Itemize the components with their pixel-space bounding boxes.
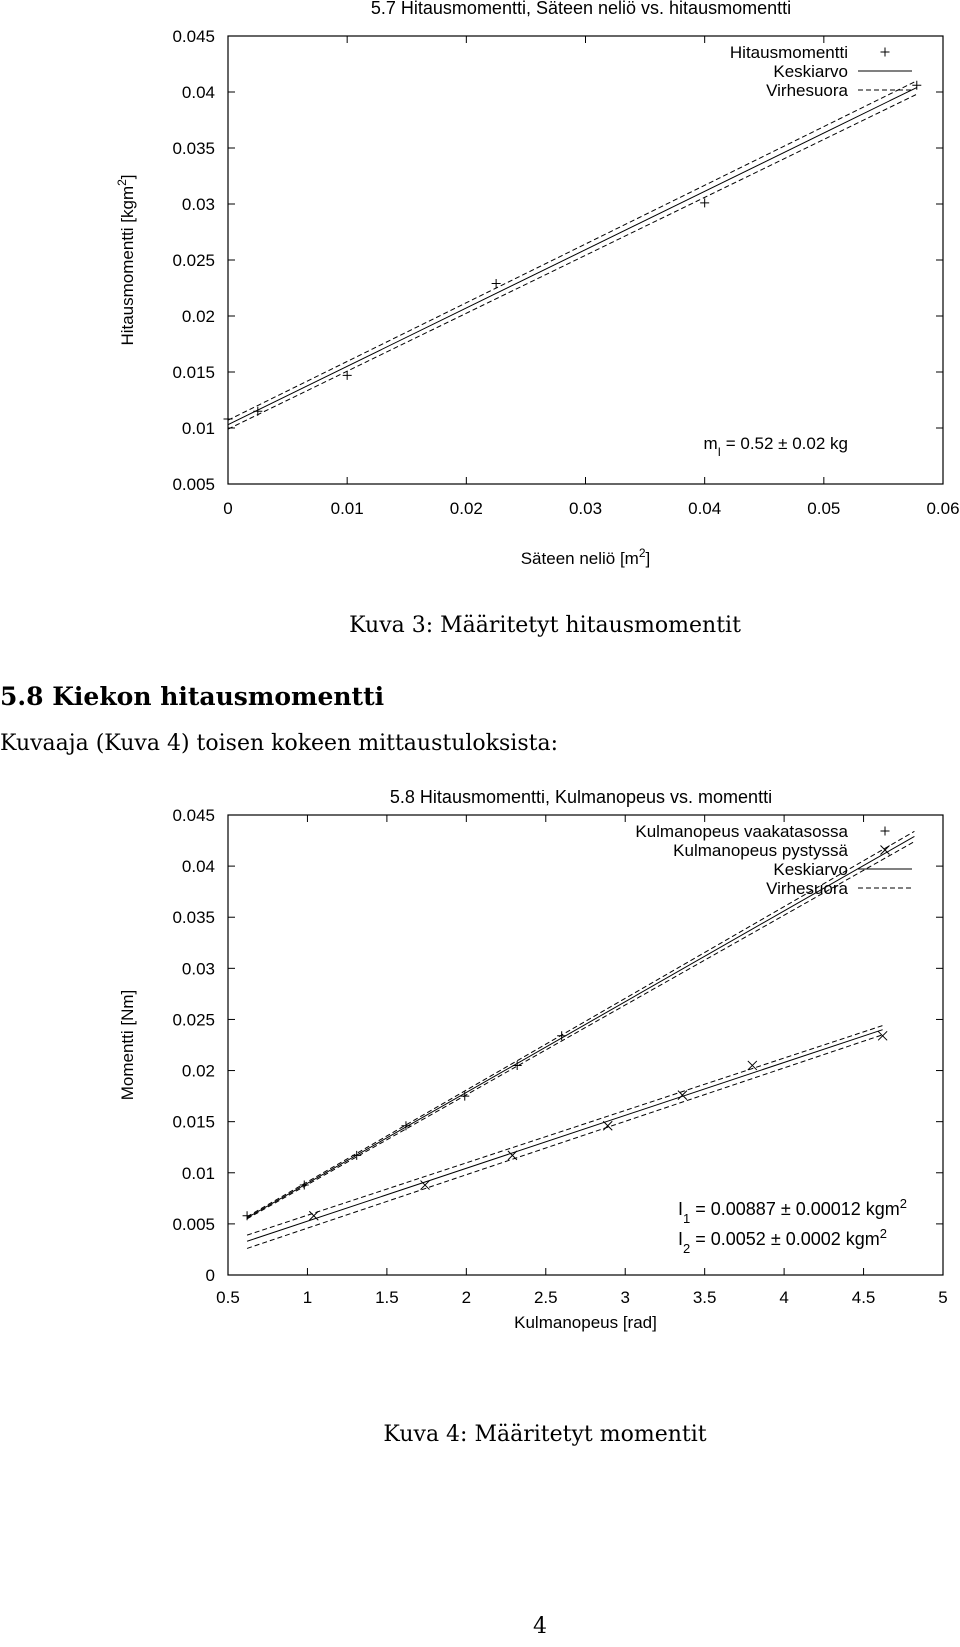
annotation-inertia-2: $I_2 = 0.0052 \pm 0.0002$ kgm$^2$ xyxy=(678,1225,887,1256)
y-tick-label: 0.04 xyxy=(181,83,215,102)
x-tick-label: 3.5 xyxy=(692,1288,717,1307)
x-tick-label: 1 xyxy=(302,1288,313,1307)
y-tick-label: 0.005 xyxy=(172,475,215,494)
section-text: Kuvaaja (Kuva 4) toisen kokeen mittaustuloksista: xyxy=(0,731,558,756)
chart-title: 5.7 Hitausmomentti, Säteen neliö vs. hitausmomentti xyxy=(370,0,792,18)
page-number: 4 xyxy=(533,1614,547,1639)
series-keskiarvo xyxy=(228,88,917,425)
annotation-inertia-1: $I_1 = 0.00887 \pm 0.00012$ kgm$^2$ xyxy=(678,1195,908,1226)
figure-2-caption: Kuva 4: Määritetyt momentit xyxy=(383,1422,707,1447)
x-tick-label: 0.02 xyxy=(449,499,483,518)
series-line-3 xyxy=(228,81,917,420)
series-virhesuora xyxy=(228,94,917,429)
annotation-mass: $m_I = 0.52 \pm 0.02$ kg xyxy=(703,434,848,459)
legend-label: Kulmanopeus pystyssä xyxy=(673,841,848,860)
legend-marker xyxy=(881,827,890,836)
y-axis-label: Momentti [Nm] xyxy=(118,989,137,1101)
series-virhesuora xyxy=(247,842,914,1219)
x-tick-label: 4 xyxy=(779,1288,789,1307)
y-tick-label: 0.02 xyxy=(181,1061,215,1081)
y-tick-label: 0.035 xyxy=(172,139,215,158)
y-tick-label: 0.015 xyxy=(172,363,215,382)
y-tick-label: 0.01 xyxy=(181,419,215,438)
chart-2 xyxy=(0,790,960,1410)
y-tick-label: 0.045 xyxy=(172,27,215,46)
x-tick-label: 0 xyxy=(223,499,233,518)
figure-1-caption: Kuva 3: Määritetyt hitausmomentit xyxy=(349,613,741,638)
x-tick-label: 0.06 xyxy=(926,499,960,518)
chart-title: 5.8 Hitausmomentti, Kulmanopeus vs. momentti xyxy=(389,790,773,807)
x-tick-label: 0.04 xyxy=(688,499,722,518)
y-tick-label: 0.01 xyxy=(181,1163,215,1183)
legend-marker xyxy=(881,48,890,57)
x-tick-label: 3 xyxy=(620,1288,630,1307)
x-tick-label: 4.5 xyxy=(851,1288,876,1307)
figure-1 xyxy=(0,0,960,580)
y-tick-label: 0.035 xyxy=(172,908,215,928)
x-tick-label: 2 xyxy=(461,1288,472,1307)
y-tick-label: 0.04 xyxy=(181,857,215,877)
x-tick-label: 0.05 xyxy=(807,499,841,518)
x-axis-label: Kulmanopeus [rad] xyxy=(514,1313,657,1332)
y-tick-label: 0.005 xyxy=(172,1214,215,1234)
legend-label: Hitausmomentti xyxy=(729,43,848,62)
error-line xyxy=(228,81,917,420)
legend-label: Kulmanopeus vaakatasossa xyxy=(635,822,848,841)
legend-label: Virhesuora xyxy=(766,81,848,100)
figure-2 xyxy=(0,790,960,1410)
error-line xyxy=(228,94,917,429)
fit-line xyxy=(228,88,917,425)
data-point xyxy=(492,279,501,288)
x-axis-label: Säteen neliö $[m^2]$ xyxy=(520,546,651,568)
x-tick-label: 0.5 xyxy=(216,1288,240,1307)
y-tick-label: 0.025 xyxy=(172,251,215,270)
x-tick-label: 1.5 xyxy=(375,1288,399,1307)
plot-frame xyxy=(228,36,943,484)
y-tick-label: 0.03 xyxy=(181,959,215,979)
y-tick-label: 0.045 xyxy=(172,806,215,825)
x-tick-label: 0.03 xyxy=(568,499,603,518)
y-tick-label: 0.03 xyxy=(181,195,215,214)
y-axis-label: Hitausmomentti [kgm$^2$] xyxy=(115,174,137,346)
section-heading: 5.8 Kiekon hitausmomentti xyxy=(0,682,385,711)
data-point xyxy=(700,198,709,207)
y-tick-label: 0.015 xyxy=(172,1112,215,1132)
legend-label: Virhesuora xyxy=(766,879,848,898)
y-tick-label: 0.02 xyxy=(181,307,215,326)
y-tick-label: 0.025 xyxy=(172,1010,215,1030)
series-hitausmomentti xyxy=(224,81,922,424)
x-tick-label: 2.5 xyxy=(533,1288,558,1307)
legend-label: Keskiarvo xyxy=(773,860,848,879)
x-tick-label: 0.01 xyxy=(330,499,364,518)
chart-1 xyxy=(0,0,960,580)
error-line xyxy=(247,842,914,1219)
x-tick-label: 5 xyxy=(938,1288,948,1307)
legend-label: Keskiarvo xyxy=(773,62,848,81)
y-tick-label: 0 xyxy=(205,1266,215,1285)
